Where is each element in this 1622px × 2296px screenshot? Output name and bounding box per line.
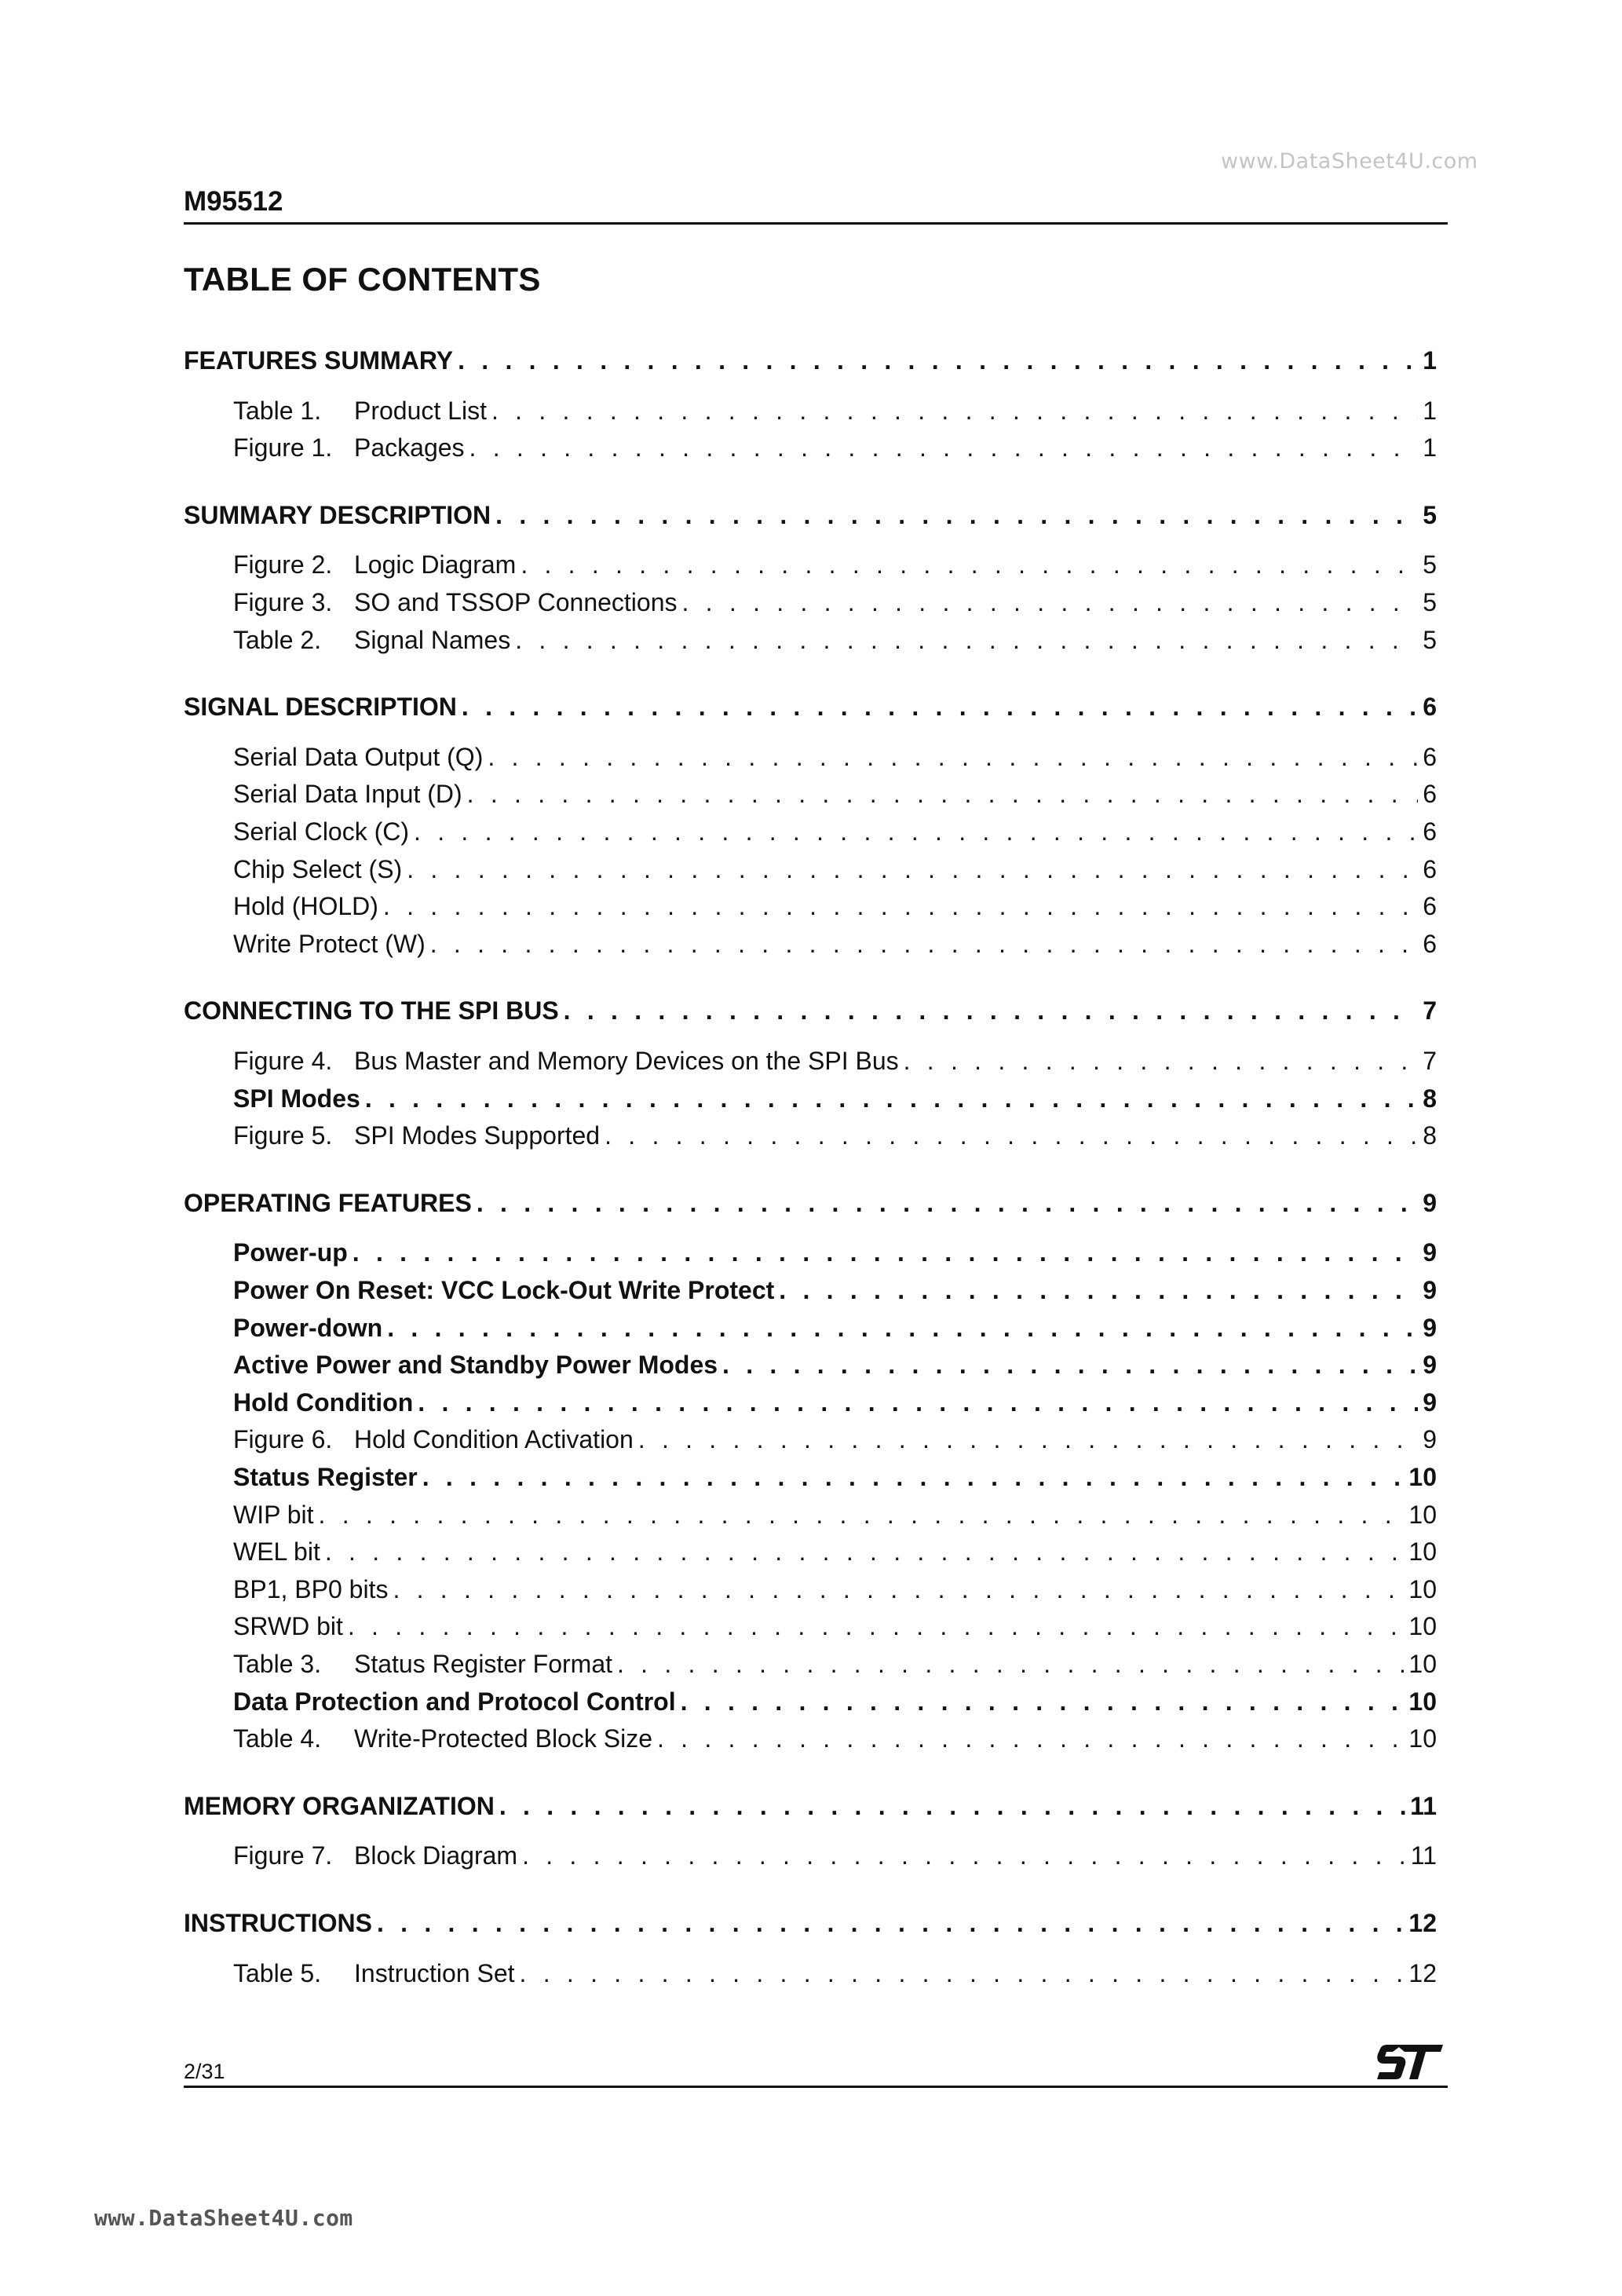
toc-entry-label: [233, 1460, 418, 1494]
toc-entry-text: Serial Data Input (D): [233, 780, 462, 808]
toc-entry-text: CONNECTING TO THE SPI BUS: [184, 996, 559, 1025]
toc-entry-text: BP1, BP0 bits: [233, 1575, 389, 1603]
toc-entry-text: Active Power and Standby Power Modes: [233, 1351, 718, 1379]
st-logo-icon: [1375, 2042, 1445, 2082]
dot-leader: [682, 585, 1419, 620]
toc-page-number: 7: [1423, 996, 1437, 1025]
toc-entry-label: [233, 547, 516, 582]
dot-leader: [488, 740, 1418, 774]
dot-leader: [681, 1684, 1405, 1719]
toc-page-number: 10: [1408, 1687, 1437, 1716]
toc-entry-label: [233, 1044, 899, 1078]
toc-entry[interactable]: [233, 547, 1437, 582]
toc-section[interactable]: [184, 1186, 1437, 1220]
toc-entry[interactable]: [233, 1684, 1437, 1719]
toc-page-number: 6: [1423, 780, 1437, 808]
toc-entry-text: Packages: [354, 433, 465, 462]
toc-entry-text: Write Protect (W): [233, 930, 426, 958]
dot-leader: [348, 1609, 1405, 1643]
toc-entry[interactable]: [233, 1311, 1437, 1345]
dot-leader: [605, 1118, 1418, 1153]
dot-leader: [383, 889, 1418, 923]
toc-entry-text: SO and TSSOP Connections: [354, 588, 678, 616]
toc-entry[interactable]: [233, 777, 1437, 811]
toc-entry-text: Serial Clock (C): [233, 817, 410, 846]
dot-leader: [319, 1497, 1405, 1532]
toc-entry-label: [233, 852, 402, 887]
toc-entry-label: [233, 623, 510, 657]
toc-entry-text: WEL bit: [233, 1537, 320, 1566]
page-footer: [184, 2048, 1448, 2088]
toc-page-number: 10: [1408, 1537, 1437, 1566]
dot-leader: [387, 1311, 1418, 1345]
toc-entry-label: [233, 1684, 676, 1719]
toc-entry-prefix: Figure 2.: [233, 550, 333, 579]
toc-page-number: 6: [1423, 892, 1437, 920]
toc-entry[interactable]: [233, 1534, 1437, 1569]
toc-page-number: 11: [1410, 1792, 1437, 1820]
dot-leader: [477, 1186, 1418, 1220]
dot-leader: [414, 814, 1418, 849]
dot-leader: [722, 1347, 1418, 1382]
toc-page-number: 8: [1423, 1121, 1437, 1150]
toc-entry-prefix: Figure 6.: [233, 1425, 333, 1453]
dot-leader: [564, 993, 1418, 1028]
toc-entry[interactable]: [233, 623, 1437, 657]
toc-page-number: 1: [1423, 397, 1437, 425]
toc-entry[interactable]: [233, 1497, 1437, 1532]
toc-page-number: 12: [1408, 1959, 1437, 1987]
dot-leader: [377, 1906, 1404, 1940]
dot-leader: [491, 393, 1418, 428]
toc-entry-text: Hold Condition Activation: [354, 1425, 634, 1453]
toc-entry-label: [233, 1721, 652, 1756]
toc-entry-text: Signal Names: [354, 626, 511, 654]
toc-entry-label: [233, 1572, 388, 1607]
dot-leader: [458, 343, 1418, 378]
dot-leader: [462, 689, 1418, 724]
toc-entry[interactable]: [233, 1081, 1437, 1116]
toc-page-number: 5: [1423, 550, 1437, 579]
toc-page-number: 9: [1423, 1314, 1437, 1342]
toc-entry-text: Power On Reset: VCC Lock-Out Write Protect: [233, 1276, 775, 1304]
toc-entry-text: Write-Protected Block Size: [354, 1724, 652, 1753]
toc-page-number: 9: [1423, 1238, 1437, 1267]
toc-entry-text: Bus Master and Memory Devices on the SPI Bus: [354, 1047, 899, 1075]
toc-entry-text: SIGNAL DESCRIPTION: [184, 693, 457, 721]
toc-entry-text: MEMORY ORGANIZATION: [184, 1792, 495, 1820]
toc-page-number: 5: [1423, 588, 1437, 616]
dot-leader: [393, 1572, 1404, 1607]
toc-entry-text: Chip Select (S): [233, 855, 403, 883]
toc-entry-label: [233, 1347, 718, 1382]
dot-leader: [495, 498, 1418, 532]
toc-entry-label: [233, 585, 678, 620]
toc-page-number: 6: [1423, 743, 1437, 771]
dot-leader: [638, 1422, 1418, 1457]
toc-entry-label: [233, 740, 483, 774]
page-number: 2/31: [184, 2060, 225, 2083]
toc-entry-label: [184, 1906, 372, 1940]
toc-page-number: 9: [1423, 1388, 1437, 1417]
toc-entry-label: [233, 1838, 517, 1873]
toc-page-number: 9: [1423, 1351, 1437, 1379]
toc-section[interactable]: [184, 1906, 1437, 1940]
toc-entry-text: INSTRUCTIONS: [184, 1909, 372, 1937]
toc-page-number: 7: [1423, 1047, 1437, 1075]
toc-entry[interactable]: [233, 393, 1437, 428]
toc-entry-label: [233, 1647, 612, 1681]
toc-page-number: 10: [1408, 1501, 1437, 1529]
toc-page-number: 6: [1423, 855, 1437, 883]
dot-leader: [617, 1647, 1404, 1681]
toc-entry[interactable]: [233, 430, 1437, 465]
toc-entry-prefix: Figure 3.: [233, 588, 333, 616]
toc-page-number: 11: [1410, 1841, 1437, 1870]
toc-entry-label: [233, 1118, 600, 1153]
toc-entry-label: [233, 1235, 348, 1270]
toc-page-number: 9: [1423, 1276, 1437, 1304]
toc-entry-label: [233, 777, 462, 811]
dot-leader: [353, 1235, 1418, 1270]
toc-entry-text: SUMMARY DESCRIPTION: [184, 501, 491, 529]
toc-entry-text: Product List: [354, 397, 487, 425]
toc-entry-label: [233, 1534, 320, 1569]
toc-page-number: 12: [1408, 1909, 1437, 1937]
toc-entry-text: Data Protection and Protocol Control: [233, 1687, 676, 1716]
toc-entry[interactable]: [233, 1838, 1437, 1873]
toc-entry[interactable]: [233, 740, 1437, 774]
toc-entry-prefix: Figure 5.: [233, 1121, 333, 1150]
dot-leader: [418, 1385, 1418, 1420]
toc-entry-label: [184, 689, 457, 724]
toc-entry[interactable]: [233, 1273, 1437, 1307]
dot-leader: [520, 1956, 1405, 1991]
toc-entry-label: [233, 889, 378, 923]
toc-entry-prefix: Table 3.: [233, 1650, 322, 1678]
toc-entry-label: [184, 343, 453, 378]
toc-entry[interactable]: [233, 1460, 1437, 1494]
toc-entry[interactable]: [233, 1385, 1437, 1420]
toc-entry-label: [233, 1609, 343, 1643]
toc-entry[interactable]: [233, 1721, 1437, 1756]
toc-section[interactable]: [184, 343, 1437, 378]
toc-entry-text: WIP bit: [233, 1501, 314, 1529]
toc-entry[interactable]: [233, 889, 1437, 923]
page-header: [184, 185, 1448, 225]
dot-leader: [407, 852, 1418, 887]
toc-page-number: 9: [1423, 1425, 1437, 1453]
toc-entry[interactable]: [233, 852, 1437, 887]
toc-entry[interactable]: [233, 1609, 1437, 1643]
dot-leader: [657, 1721, 1404, 1756]
dot-leader: [422, 1460, 1405, 1494]
toc-entry-text: FEATURES SUMMARY: [184, 346, 454, 375]
toc-entry-label: [184, 993, 559, 1028]
dot-leader: [522, 1838, 1406, 1873]
toc-title: TABLE OF CONTENTS: [184, 261, 541, 298]
toc-entry-text: Status Register Format: [354, 1650, 612, 1678]
toc-entry-prefix: Figure 4.: [233, 1047, 333, 1075]
toc-entry-label: [233, 814, 409, 849]
toc-page-number: 6: [1423, 817, 1437, 846]
toc-page-number: 10: [1408, 1650, 1437, 1678]
toc-entry-text: Instruction Set: [354, 1959, 515, 1987]
dot-leader: [779, 1273, 1418, 1307]
dot-leader: [904, 1044, 1418, 1078]
toc-page-number: 5: [1423, 501, 1437, 529]
toc-entry-label: [233, 1422, 634, 1457]
dot-leader: [515, 623, 1418, 657]
toc-entry-text: Power-up: [233, 1238, 348, 1267]
toc-section[interactable]: [184, 498, 1437, 532]
toc-page-number: 6: [1423, 693, 1437, 721]
toc-page-number: 9: [1423, 1189, 1437, 1217]
toc-entry-label: [233, 1311, 382, 1345]
toc-entry-prefix: Figure 1.: [233, 433, 333, 462]
toc-entry-prefix: Table 2.: [233, 626, 322, 654]
toc-entry-label: [184, 498, 491, 532]
toc-page-number: 1: [1423, 346, 1437, 375]
toc-entry-prefix: Table 5.: [233, 1959, 322, 1987]
watermark-top: www.DataSheet4U.com: [1221, 149, 1478, 174]
toc-entry-text: Serial Data Output (Q): [233, 743, 484, 771]
toc-entry-text: SPI Modes Supported: [354, 1121, 601, 1150]
toc-page-number: 8: [1423, 1084, 1437, 1113]
document-code: M95512: [184, 186, 283, 217]
dot-leader: [365, 1081, 1418, 1116]
toc-entry[interactable]: [233, 927, 1437, 961]
toc-entry[interactable]: [233, 1572, 1437, 1607]
toc-entry-text: OPERATING FEATURES: [184, 1189, 472, 1217]
toc-section[interactable]: [184, 689, 1437, 724]
dot-leader: [325, 1534, 1405, 1569]
toc-section[interactable]: [184, 1789, 1437, 1823]
toc-entry-label: [233, 393, 487, 428]
toc-page-number: 1: [1423, 433, 1437, 462]
toc-entry-label: [233, 1497, 314, 1532]
toc-page-number: 6: [1423, 930, 1437, 958]
toc-entry-label: [233, 1081, 360, 1116]
toc-entry-text: Logic Diagram: [354, 550, 517, 579]
toc-entry[interactable]: [233, 1118, 1437, 1153]
toc-entry[interactable]: [233, 585, 1437, 620]
toc-entry[interactable]: [233, 1647, 1437, 1681]
toc-entry-text: SRWD bit: [233, 1612, 343, 1640]
toc-entry[interactable]: [233, 1235, 1437, 1270]
toc-page-number: 5: [1423, 626, 1437, 654]
dot-leader: [499, 1789, 1405, 1823]
toc-entry[interactable]: [233, 1044, 1437, 1078]
toc-entry-text: Power-down: [233, 1314, 383, 1342]
toc-entry[interactable]: [233, 1422, 1437, 1457]
toc-entry-prefix: Table 4.: [233, 1724, 322, 1753]
toc-page-number: 10: [1408, 1612, 1437, 1640]
toc-page-number: 10: [1408, 1463, 1437, 1491]
toc-entry[interactable]: [233, 1956, 1437, 1991]
toc-entry-text: Block Diagram: [354, 1841, 518, 1870]
toc-entry-text: Hold (HOLD): [233, 892, 378, 920]
toc-entry-label: [233, 1956, 515, 1991]
dot-leader: [469, 430, 1418, 465]
toc-entry-text: Status Register: [233, 1463, 418, 1491]
toc-entry-label: [233, 1385, 413, 1420]
toc-entry-label: [233, 1273, 774, 1307]
toc-entry-prefix: Table 1.: [233, 397, 322, 425]
toc-entry-text: Hold Condition: [233, 1388, 414, 1417]
toc-section[interactable]: [184, 993, 1437, 1028]
toc-entry[interactable]: [233, 1347, 1437, 1382]
toc-entry-label: [184, 1789, 495, 1823]
toc-entry-prefix: Figure 7.: [233, 1841, 333, 1870]
toc-page-number: 10: [1408, 1575, 1437, 1603]
dot-leader: [521, 547, 1418, 582]
toc-entry-label: [184, 1186, 472, 1220]
toc-entry-label: [233, 927, 426, 961]
dot-leader: [430, 927, 1418, 961]
toc-page-number: 10: [1408, 1724, 1437, 1753]
toc-entry-label: [233, 430, 465, 465]
watermark-bottom: www.DataSheet4U.com: [94, 2205, 353, 2231]
toc-entry[interactable]: [233, 814, 1437, 849]
dot-leader: [467, 777, 1418, 811]
toc-entry-text: SPI Modes: [233, 1084, 360, 1113]
